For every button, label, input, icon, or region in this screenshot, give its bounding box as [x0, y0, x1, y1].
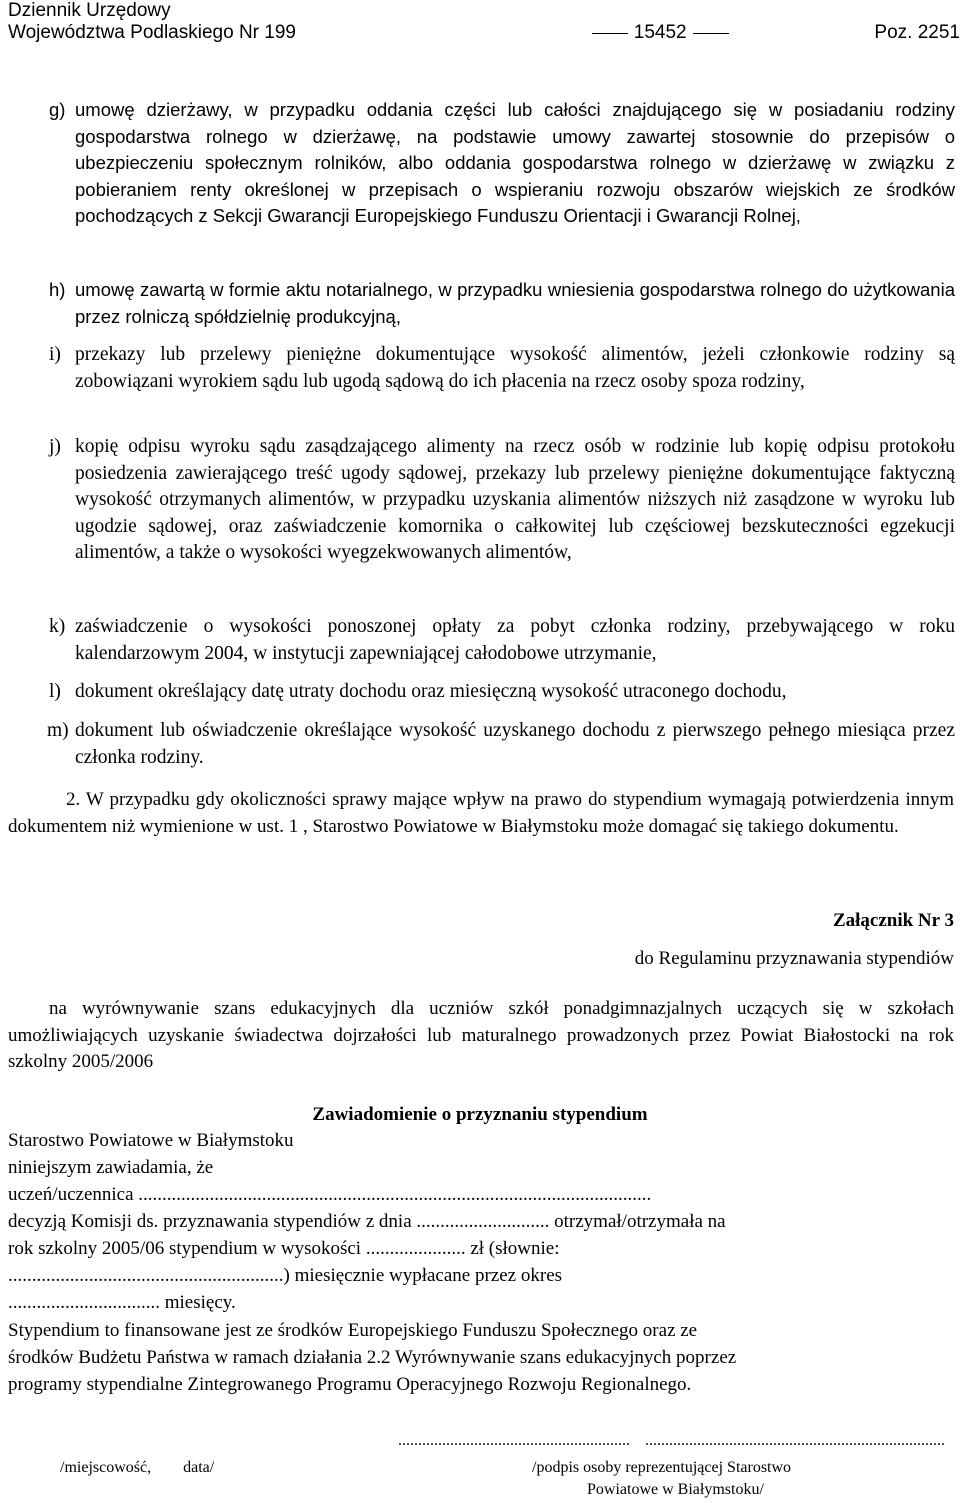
list-item — [49, 679, 955, 706]
list-item — [49, 342, 955, 395]
signature-right-caption-1: /podpis osoby reprezentującej Starostwo — [532, 1459, 792, 1476]
notice-line: ..........................................................) miesięcznie wypłacane przez okres — [8, 1265, 563, 1286]
list-item-label: g) — [49, 99, 66, 120]
signature-left-dots: .......................................................... — [398, 1432, 630, 1449]
list-item-label: i) — [49, 344, 61, 365]
list-item-text: umowę dzierżawy, w przypadku oddania części lub całości znajdującego się w posiadaniu rodziny gospodarstwa rolnego w dzierżawę, na podstawie umowy zawartej stosownie do przepisów o ubezpieczeniu społecznym rolników, albo oddania gospodarstwa rolnego w dzierżawę w związku z pobieraniem renty określonej w przepisach o wspieraniu rozwoju obszarów wiejskich ze środków pochodzących z Sekcji Gwarancji Europejskiego Funduszu Orientacji i Gwarancji Rolnej, — [75, 99, 955, 227]
notice-line: ................................ miesięcy. — [8, 1292, 236, 1313]
list-item-label: k) — [49, 616, 66, 637]
notice-line: niniejszym zawiadamia, że — [8, 1157, 214, 1178]
list-item — [49, 434, 955, 567]
dash-right — [693, 33, 729, 34]
signature-right-dots: ........................................................................... — [645, 1432, 945, 1449]
list-item — [49, 97, 955, 230]
dash-left — [592, 33, 628, 34]
annex-title: Załącznik Nr 3 — [832, 910, 954, 931]
list-item — [49, 277, 955, 330]
notice-line: decyzją Komisji ds. przyznawania stypendiów z dnia ............................ otrzymał/otrzymała na — [8, 1211, 726, 1232]
list-item-label: h) — [49, 279, 66, 300]
list-item-text: dokument lub oświadczenie określające wysokość uzyskanego dochodu z pierwszego pełnego miesiąca przez członka rodziny. — [75, 720, 955, 768]
annex-subtitle: do Regulaminu przyznawania stypendiów — [634, 948, 954, 969]
notice-line: Stypendium to finansowane jest ze środków Europejskiego Funduszu Społecznego oraz ze — [8, 1320, 698, 1341]
position-number: Poz. 2251 — [874, 22, 960, 43]
signature-right-caption-2: Powiatowe w Białymstoku/ — [587, 1481, 764, 1498]
list-item-text: zaświadczenie o wysokości ponoszonej opłaty za pobyt członka rodziny, przebywającego w roku kalendarzowym 2004, w instytucji zapewniającej całodobowe utrzymanie, — [75, 616, 955, 664]
annex-intro: na wyrównywanie szans edukacyjnych dla uczniów szkół ponadgimnazjalnych uczących się w szkołach umożliwiających uzyskanie świadectwa dojrzałości lub maturalnego prowadzonych przez Powiat Białostocki na rok szkolny 2005/2006 — [8, 998, 954, 1073]
page-number: 15452 — [633, 22, 687, 43]
list-item-text: umowę zawartą w formie aktu notarialnego, w przypadku wniesienia gospodarstwa rolnego do użytkowania przez rolniczą spółdzielnię produkcyjną, — [75, 279, 955, 327]
list-item-label: m) — [47, 720, 69, 741]
notice-line: Starostwo Powiatowe w Białymstoku — [8, 1130, 294, 1151]
journal-header-line — [8, 22, 960, 44]
notice-line: programy stypendialne Zintegrowanego Programu Operacyjnego Rozwoju Regionalnego. — [8, 1374, 692, 1395]
list-item-label: j) — [49, 436, 61, 457]
journal-subtitle: Województwa Podlaskiego Nr 199 — [8, 22, 296, 43]
list-item — [47, 718, 955, 771]
journal-title: Dziennik Urzędowy — [8, 0, 171, 21]
notice-line: środków Budżetu Państwa w ramach działania 2.2 Wyrównywanie szans edukacyjnych poprzez — [8, 1347, 737, 1368]
list-item-label: l) — [49, 681, 61, 702]
list-item — [49, 614, 955, 667]
notice-line: rok szkolny 2005/06 stypendium w wysokości ..................... zł (słownie: — [8, 1238, 560, 1259]
signature-left-caption: /miejscowość, data/ — [60, 1459, 215, 1476]
list-item-text: dokument określający datę utraty dochodu oraz miesięczną wysokość utraconego dochodu, — [75, 681, 787, 702]
notice-heading: Zawiadomienie o przyznaniu stypendium — [312, 1104, 648, 1125]
list-item-text: kopię odpisu wyroku sądu zasądzającego alimenty na rzecz osób w rodzinie lub kopię odpisu protokołu posiedzenia zawierającego treść ugody sądowej, przekazy lub przelewy pieniężne dokumentujące faktyczną wysokość otrzymanych alimentów, w przypadku uzyskania alimentów niższych niż zasądzone w wyroku lub ugodzie sądowej, oraz zaświadczenie komornika o całkowitej lub częściowej bezskuteczności egzekucji alimentów, a także o wysokości wyegzekwowanych alimentów, — [75, 436, 955, 564]
paragraph-2: 2. W przypadku gdy okoliczności sprawy mające wpływ na prawo do stypendium wymagają potwierdzenia innym dokumentem niż wymienione w ust. 1 , Starostwo Powiatowe w Białymstoku może domagać się takiego dokumentu. — [8, 789, 954, 837]
list-item-text: przekazy lub przelewy pieniężne dokumentujące wysokość alimentów, jeżeli członkowie rodziny są zobowiązani wyrokiem sądu lub ugodą sądową do ich płacenia na rzecz osoby spoza rodziny, — [75, 344, 955, 392]
notice-line: uczeń/uczennica ............................................................................................................ — [8, 1184, 652, 1205]
page-number-group — [592, 22, 729, 44]
